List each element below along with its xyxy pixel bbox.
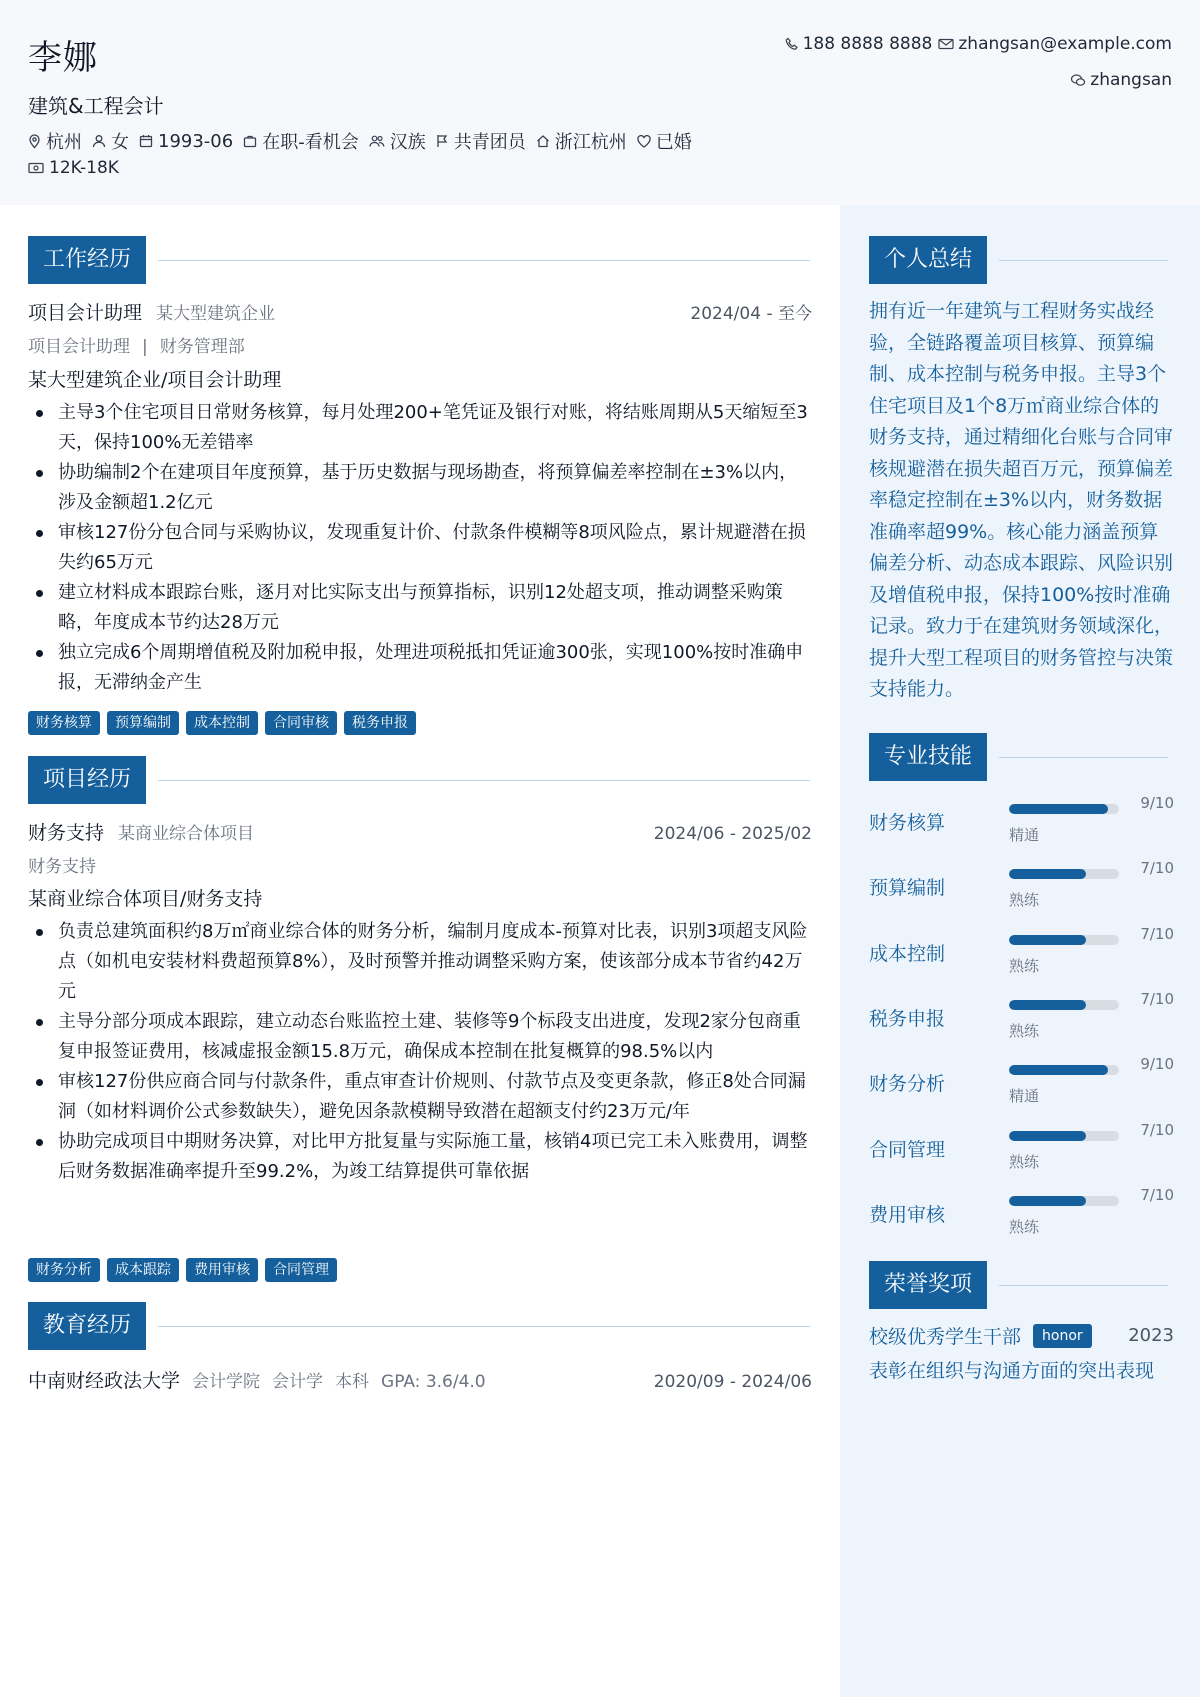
work-sub-separator: | [142,337,148,357]
skill-bar [1009,1065,1119,1075]
briefcase-icon [243,134,257,148]
section-divider [999,260,1168,261]
edu-major: 会计学 [272,1372,324,1392]
honor-entry [869,1322,1174,1349]
skill-bar [1009,1000,1119,1010]
honor-description: 表彰在组织与沟通方面的突出表现 [869,1360,1155,1382]
skill-name: 合同管理 [869,1139,946,1161]
skill-tag: 合同审核 [265,711,337,735]
skill-level: 精通 [1009,1087,1040,1105]
calendar-icon [139,134,153,148]
edu-degree: 本科 [335,1372,370,1392]
info-marital [637,128,692,154]
skill-bar [1009,1131,1119,1141]
info-hometown [536,128,627,154]
project-org: 某商业综合体项目 [118,824,255,844]
project-bullets [28,917,812,1187]
edu-gpa: GPA: 3.6/4.0 [381,1372,486,1392]
project-role-line: 某商业综合体项目/财务支持 [28,888,263,910]
project-title: 财务支持 [28,822,105,844]
skill-row [869,857,1174,919]
location-pin-icon [28,134,41,149]
list-item: 建立材料成本跟踪台账，逐月对比实际支出与预算指标，识别12处超支项，推动调整采购策略，年度成本节约达28万元 [28,578,812,638]
section-title-project: 项目经历 [28,756,146,804]
edu-date: 2020/09 - 2024/06 [653,1372,812,1392]
list-item: 负责总建筑面积约8万㎡商业综合体的财务分析，编制月度成本-预算对比表，识别3项超支风险点（如机电安装材料费超预算8%），及时预警并推动调整采购方案，使该部分成本节省约42万元 [28,917,812,1007]
section-title-summary: 个人总结 [869,236,987,284]
skill-name: 税务申报 [869,1008,946,1030]
contact-line [785,34,1172,54]
list-item: 协助完成项目中期财务决算，对比甲方批复量与实际施工量，核销4项已完工未入账费用，调整后财务数据准确率提升至99.2%，为竣工结算提供可靠依据 [28,1127,812,1187]
list-item: 独立完成6个周期增值税及附加税申报，处理进项税抵扣凭证逾300张，实现100%按时准确申报，无滞纳金产生 [28,638,812,698]
section-title-skills: 专业技能 [869,733,987,781]
work-title: 项目会计助理 [28,302,143,324]
skill-bar-fill [1009,1131,1086,1141]
skill-bar-fill [1009,1196,1086,1206]
skill-bar-fill [1009,869,1086,879]
info-birth [139,131,233,152]
edu-college: 会计学院 [192,1372,261,1392]
phone-icon [785,37,799,51]
list-item: 主导分部分项成本跟踪，建立动态台账监控土建、装修等9个标段支出进度，发现2家分包商重复申报签证费用，核减虚报金额15.8万元，确保成本控制在批复概算的98.5%以内 [28,1007,812,1067]
mail-icon [938,38,954,50]
section-honors [869,1261,1168,1309]
wechat-text[interactable]: zhangsan [1090,70,1172,90]
skill-bar-fill [1009,935,1086,945]
wechat-icon [1070,73,1086,87]
marital-text: 已婚 [655,132,692,153]
work-org: 某大型建筑企业 [156,304,276,324]
info-ethnicity [369,128,426,154]
skill-name: 财务分析 [869,1073,946,1095]
skill-score: 7/10 [1140,1186,1174,1204]
section-divider [999,757,1168,758]
salary-text: 12K-18K [49,158,119,178]
section-project [28,756,810,804]
work-role-line: 某大型建筑企业/项目会计助理 [28,369,282,391]
skill-tag: 税务申报 [344,711,416,735]
flag-icon [436,134,449,148]
skill-row [869,792,1174,854]
candidate-title: 建筑&工程会计 [28,94,164,118]
skill-bar [1009,935,1119,945]
work-tags [28,711,423,735]
honor-name: 校级优秀学生干部 [869,1326,1022,1348]
skill-level: 熟练 [1009,1153,1040,1171]
list-item: 协助编制2个在建项目年度预算，基于历史数据与现场勘查，将预算偏差率控制在±3%以内，涉及金额超1.2亿元 [28,458,812,518]
skill-row [869,1119,1174,1181]
info-status [243,128,359,154]
skill-row [869,1053,1174,1115]
skill-bar-fill [1009,1065,1108,1075]
skill-tag: 费用审核 [186,1258,258,1282]
list-item: 审核127份分包合同与采购协议，发现重复计价、付款条件模糊等8项风险点，累计规避潜在损失约65万元 [28,518,812,578]
skill-tag: 财务核算 [28,711,100,735]
honor-badge: honor [1033,1324,1092,1348]
info-salary [28,158,119,178]
skill-row [869,1184,1174,1246]
section-divider [158,780,810,781]
section-title-work: 工作经历 [28,236,146,284]
skill-level: 熟练 [1009,1218,1040,1236]
section-skills [869,733,1168,781]
email-text[interactable]: zhangsan@example.com [958,34,1172,54]
skill-bar [1009,1196,1119,1206]
list-item: 主导3个住宅项目日常财务核算，每月处理200+笔凭证及银行对账，将结账周期从5天缩短至3天，保持100%无差错率 [28,398,812,458]
section-title-honors: 荣誉奖项 [869,1261,987,1309]
skill-tag: 预算编制 [107,711,179,735]
wechat-line [1070,70,1172,90]
politics-text: 共青团员 [453,132,526,153]
money-icon [28,162,44,174]
gender-text: 女 [111,132,129,153]
info-city [28,128,82,154]
list-item: 审核127份供应商合同与付款条件，重点审查计价规则、付款节点及变更条款，修正8处合同漏洞（如材料调价公式参数缺失），避免因条款模糊导致潜在超额支付约23万元/年 [28,1067,812,1127]
skill-level: 熟练 [1009,891,1040,909]
section-divider [158,260,810,261]
group-icon [369,134,385,148]
section-divider [158,1326,810,1327]
skill-level: 熟练 [1009,957,1040,975]
salary-row [28,158,129,178]
work-date: 2024/04 - 至今 [690,304,812,324]
work-entry-header [28,298,812,325]
section-summary [869,236,1168,284]
skill-score: 9/10 [1140,1055,1174,1073]
candidate-name: 李娜 [28,38,98,78]
edu-school: 中南财经政法大学 [28,1370,181,1392]
project-sub-line: 财务支持 [28,857,96,877]
project-tags [28,1258,344,1282]
skill-bar [1009,804,1119,814]
summary-text: 拥有近一年建筑与工程财务实战经验，全链路覆盖项目核算、预算编制、成本控制与税务申报。主导3个住宅项目及1个8万㎡商业综合体的财务支持，通过精细化台账与合同审核规避潜在损失超百万元，预算偏差率稳定控制在±3%以内，财务数据准确率超99%。核心能力涵盖预算偏差分析、动态成本跟踪、风险识别及增值税申报，保持100%按时准确记录。致力于在建筑财务领域深化，提升大型工程项目的财务管控与决策支持能力。 [869,300,1174,700]
info-politics [436,128,526,154]
skill-score: 7/10 [1140,925,1174,943]
skill-name: 成本控制 [869,943,946,965]
skill-level: 精通 [1009,826,1040,844]
skill-row [869,988,1174,1050]
birth-text: 1993-06 [158,130,234,152]
section-title-education: 教育经历 [28,1302,146,1350]
city-text: 杭州 [46,132,82,153]
honor-year: 2023 [1128,1325,1174,1346]
project-date: 2024/06 - 2025/02 [653,824,812,844]
heart-icon [637,135,651,148]
project-entry-header [28,818,812,845]
skill-score: 7/10 [1140,990,1174,1008]
work-sub-dept: 财务管理部 [159,337,245,357]
skill-bar-fill [1009,804,1108,814]
basic-info-row [28,128,702,154]
ethnicity-text: 汉族 [389,132,426,153]
phone-text[interactable]: 188 8888 8888 [802,34,933,54]
info-gender [92,128,129,154]
skill-row [869,923,1174,985]
skill-name: 预算编制 [869,877,946,899]
skill-score: 7/10 [1140,1121,1174,1139]
skill-level: 熟练 [1009,1022,1040,1040]
status-text: 在职-看机会 [262,132,359,153]
section-work [28,236,810,284]
education-entry [28,1366,812,1393]
skill-score: 9/10 [1140,794,1174,812]
skill-tag: 成本控制 [186,711,258,735]
work-sub-role: 项目会计助理 [28,337,130,357]
skill-tag: 成本跟踪 [107,1258,179,1282]
resume-header [0,0,1200,205]
skill-score: 7/10 [1140,859,1174,877]
section-divider [999,1285,1168,1286]
home-icon [536,134,550,148]
section-education [28,1302,810,1350]
skill-name: 费用审核 [869,1204,946,1226]
skill-name: 财务核算 [869,812,946,834]
skill-bar [1009,869,1119,879]
skill-tag: 合同管理 [265,1258,337,1282]
work-sub-line [28,332,245,357]
person-icon [92,134,106,148]
skill-bar-fill [1009,1000,1086,1010]
work-bullets [28,398,812,698]
hometown-text: 浙江杭州 [554,132,627,153]
skill-tag: 财务分析 [28,1258,100,1282]
